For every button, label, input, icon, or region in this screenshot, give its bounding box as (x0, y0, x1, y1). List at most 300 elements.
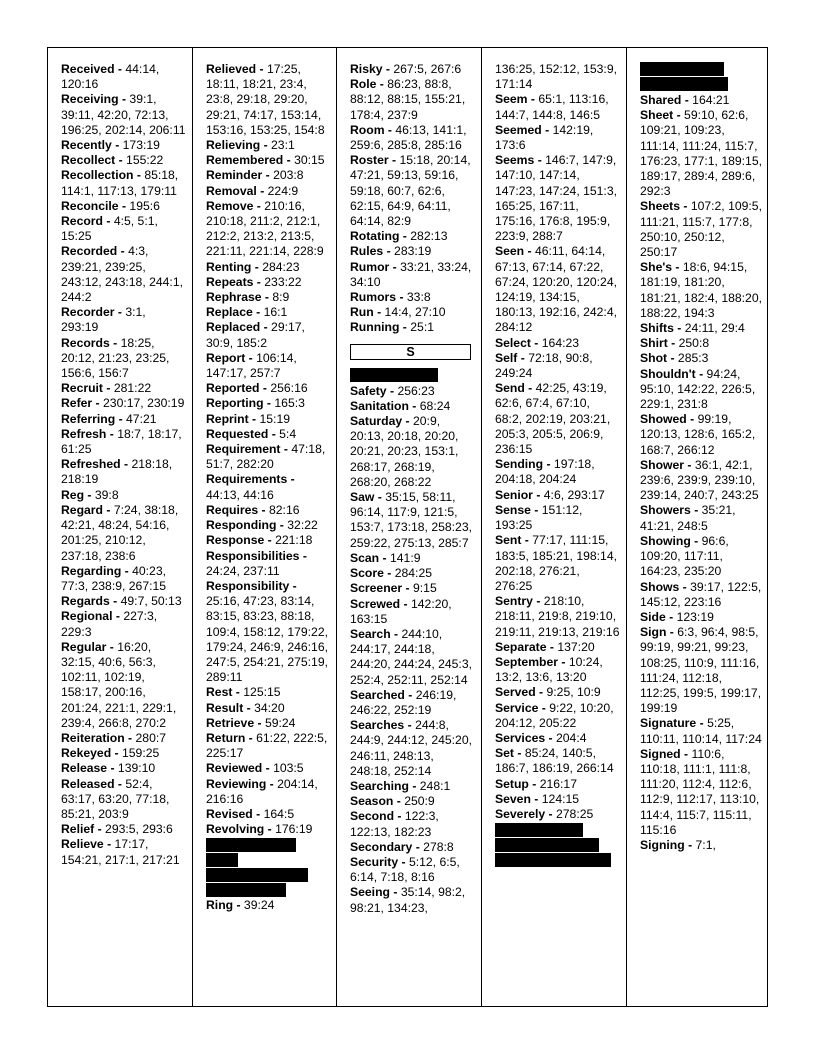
index-column-1 (48, 48, 193, 1006)
index-separator: - (666, 625, 678, 640)
index-term: Setup (495, 776, 529, 791)
index-term: Record (61, 214, 103, 229)
index-separator: - (103, 502, 114, 517)
index-page-refs: 124:15 (541, 791, 580, 806)
index-page-refs: 99:19, 120:13, 128:6, 165:2, 168:7, 266:12 (640, 412, 756, 457)
index-entry (350, 399, 475, 414)
index-term: Refreshed (61, 457, 121, 472)
index-page-refs: 278:25 (556, 806, 594, 821)
index-page-refs: 284:25 (394, 566, 432, 581)
index-term: Second (350, 809, 395, 824)
index-separator: - (532, 594, 544, 609)
index-term: Reported (206, 381, 260, 396)
redaction-bar (206, 868, 308, 882)
index-separator: - (253, 198, 265, 213)
index-term: Received (61, 62, 115, 76)
index-entry (61, 412, 186, 427)
index-separator: - (673, 321, 685, 336)
index-term: Set (495, 746, 514, 761)
index-separator: - (121, 563, 133, 578)
index-page-refs: 106:14, 147:17, 257:7 (206, 350, 297, 381)
index-entry (350, 490, 475, 551)
index-separator: - (393, 794, 405, 809)
index-separator: - (263, 396, 275, 411)
index-page-refs: 216:17 (539, 776, 577, 791)
index-separator: - (276, 518, 288, 533)
index-term: Recollection (61, 168, 134, 183)
index-separator: - (233, 898, 244, 913)
index-separator: - (256, 62, 267, 76)
index-separator: - (389, 259, 401, 274)
index-page-refs: 125:15 (243, 685, 281, 700)
index-page-refs: 59:10, 62:6, 109:21, 109:23, 111:14, 111:24, 115:7, 176:23, 177:1, 189:15, 189:17, 289:4, 289:6, 292:3 (640, 108, 762, 199)
index-term: Responsibility (206, 578, 290, 593)
index-entry (61, 822, 186, 837)
index-entry (350, 260, 475, 290)
index-term: Requirements (206, 472, 288, 487)
index-entry (206, 153, 330, 168)
index-page-refs: 164:23 (541, 335, 580, 350)
index-term: Rules (350, 244, 384, 259)
section-letter-header: S (350, 344, 471, 360)
index-term: Signing (640, 837, 685, 852)
index-separator: - (408, 398, 420, 413)
index-separator: - (299, 548, 307, 563)
index-page-refs: 46:13, 141:1, 259:6, 285:8, 285:16 (350, 122, 467, 153)
index-entry (61, 609, 186, 639)
index-term: Showed (640, 412, 687, 427)
index-term: Reconcile (61, 198, 119, 213)
index-page-refs: 35:15, 58:11, 96:14, 117:9, 121:5, 153:7, 173:18, 258:23, 259:22, 275:13, 285:7 (350, 490, 472, 550)
index-term: Sheets (640, 199, 680, 214)
index-term: Reprint (206, 411, 249, 426)
index-page-refs: 18:7, 18:17, 61:25 (61, 426, 182, 457)
index-page-refs: 164:5 (263, 806, 295, 821)
index-page-refs: 17:25, 18:11, 18:21, 23:4, 23:8, 29:18, 29:20, 29:21, 74:17, 153:14, 153:16, 153:25, 154:8 (206, 62, 325, 137)
index-term: Relieve (61, 837, 104, 852)
index-entry (206, 579, 330, 685)
index-page-refs: 230:17, 230:19 (103, 396, 185, 411)
index-page-refs: 30:15 (294, 153, 325, 168)
index-entry (350, 885, 475, 915)
redaction-bar (640, 77, 728, 91)
index-entry (640, 108, 762, 199)
index-page-refs: 44:14, 120:16 (61, 62, 160, 92)
index-page (47, 47, 768, 1007)
redaction-bar (206, 853, 238, 867)
index-entry (495, 381, 620, 457)
index-page-refs: 68:24 (419, 398, 451, 413)
index-page-refs: 141:9 (389, 550, 421, 565)
index-entry (350, 840, 475, 855)
index-term: Sent (495, 533, 522, 548)
index-entry (206, 290, 330, 305)
index-entry (495, 351, 620, 381)
index-page-refs: 164:21 (692, 93, 730, 107)
index-entry (61, 837, 186, 867)
index-term: Return (206, 730, 246, 745)
index-entry (640, 351, 762, 366)
index-entry (206, 412, 330, 427)
index-entry (640, 625, 762, 716)
index-term: Seem (495, 92, 528, 107)
index-entry (206, 898, 330, 913)
index-term: Sanitation (350, 398, 409, 413)
index-entry (61, 214, 186, 244)
index-entry (206, 807, 330, 822)
index-page-refs: 29:17, 30:9, 185:2 (206, 320, 305, 350)
index-page-refs: 15:18, 20:14, 47:21, 59:13, 59:16, 59:18, 60:7, 62:6, 62:15, 64:9, 64:11, 64:14, 82:9 (350, 153, 471, 229)
index-term: Sense (495, 502, 531, 517)
index-entry (61, 138, 186, 153)
index-separator: - (383, 566, 395, 581)
index-entry (495, 123, 620, 153)
index-term: Release (61, 761, 108, 776)
index-term: Seen (495, 244, 525, 259)
index-term: Rotating (350, 229, 400, 244)
index-separator: - (402, 581, 414, 596)
index-page-refs: 5:12, 6:5, 6:14, 7:18, 8:16 (350, 854, 460, 885)
index-entry (206, 305, 330, 320)
index-page-refs: 86:23, 88:8, 88:12, 88:15, 155:21, 178:4, 237:9 (350, 77, 466, 122)
index-term: Search (350, 626, 391, 641)
index-separator: - (258, 502, 269, 517)
index-entry (350, 597, 475, 627)
index-entry (350, 153, 475, 229)
index-page-refs: 244:8, 244:9, 244:12, 245:20, 246:11, 248:13, 248:18, 252:14 (350, 718, 472, 778)
index-term: Revolving (206, 822, 265, 837)
index-term: Sending (495, 457, 544, 472)
index-separator: - (248, 411, 260, 426)
index-term: Relief (61, 822, 95, 837)
index-page-refs: 159:25 (121, 746, 160, 761)
index-page-refs: 3:1, 293:19 (61, 305, 146, 335)
index-separator: - (696, 716, 708, 731)
index-page-refs: 8:9 (272, 290, 290, 305)
index-entry (640, 367, 762, 413)
index-entry (206, 62, 330, 138)
index-separator: - (112, 609, 124, 624)
index-entry (495, 244, 620, 335)
index-separator: - (262, 168, 274, 183)
index-separator: - (541, 122, 553, 137)
index-page-refs: 39:1, 39:11, 42:20, 72:13, 196:25, 202:14, 206:11 (61, 92, 186, 137)
index-separator: - (252, 305, 264, 320)
index-entry (206, 396, 330, 411)
index-entry (61, 199, 186, 214)
index-entry (350, 229, 475, 244)
index-page-refs: 65:1, 113:16, 144:7, 144:8, 146:5 (495, 92, 609, 122)
index-separator: - (527, 92, 539, 107)
index-page-refs: 25:1 (410, 320, 434, 335)
index-term: Recruit (61, 381, 103, 396)
index-separator: - (124, 730, 136, 745)
index-column-5 (627, 48, 768, 1006)
index-page-refs: 25:16, 47:23, 83:14, 83:15, 83:23, 88:18, 109:4, 158:12, 179:22, 179:24, 246:9, 246:16, 247:5, 254:21, 275:19, 289:11 (206, 594, 328, 685)
index-page-refs: 7:24, 38:18, 42:21, 48:24, 54:16, 201:25, 210:12, 237:18, 238:6 (61, 502, 179, 563)
index-page-refs: 16:1 (263, 305, 288, 320)
index-separator: - (528, 776, 540, 791)
index-separator: - (115, 411, 127, 426)
index-separator: - (390, 626, 402, 641)
index-separator: - (287, 472, 295, 487)
index-entry (206, 260, 330, 275)
index-term: Regards (61, 594, 110, 609)
index-separator: - (259, 381, 271, 396)
index-entry (350, 244, 475, 259)
index-separator: - (412, 839, 424, 854)
index-page-refs: 284:23 (262, 259, 300, 274)
index-term: Regard (61, 502, 103, 517)
index-term: Requires (206, 502, 259, 517)
index-entry (495, 655, 620, 685)
index-separator: - (114, 776, 126, 791)
index-separator: - (534, 153, 546, 168)
index-page-refs: 85:18, 114:1, 117:13, 179:11 (61, 168, 179, 198)
index-separator: - (264, 533, 276, 548)
index-entry (640, 503, 762, 533)
index-separator: - (283, 153, 295, 168)
index-page-refs: 227:3, 229:3 (61, 609, 158, 639)
index-page-refs: 4:6, 293:17 (543, 487, 605, 502)
index-entry (61, 336, 186, 382)
index-separator: - (256, 183, 268, 198)
index-separator: - (103, 381, 114, 396)
index-separator: - (261, 290, 273, 305)
index-separator: - (106, 639, 118, 654)
index-page-refs: 142:19, 173:6 (495, 122, 594, 153)
index-separator: - (389, 885, 401, 900)
index-term: Seems (495, 153, 535, 168)
index-entry (61, 594, 186, 609)
index-page-refs: 203:8 (273, 168, 304, 183)
index-page-refs: 18:25, 20:12, 21:23, 23:25, 156:6, 156:7 (61, 335, 170, 381)
index-term: Roster (350, 153, 389, 168)
index-separator: - (374, 490, 386, 505)
index-page-refs: 39:8 (94, 487, 119, 502)
index-term: Showers (640, 503, 691, 518)
index-term: Recorder (61, 305, 115, 320)
index-entry (495, 457, 620, 487)
index-separator: - (120, 457, 132, 472)
index-term: Safety (350, 383, 387, 398)
index-entry (495, 792, 620, 807)
index-page-refs: 49:7, 50:13 (120, 594, 182, 609)
index-page-refs: 72:18, 90:8, 249:24 (495, 350, 593, 381)
index-page-refs: 52:4, 63:17, 63:20, 77:18, 85:21, 203:9 (61, 776, 170, 821)
index-term: Referring (61, 411, 116, 426)
index-page-refs: 35:14, 98:2, 98:21, 134:23, (350, 885, 466, 915)
index-entry (61, 305, 186, 335)
index-separator: - (264, 822, 276, 837)
index-term: Services (495, 730, 546, 745)
index-page-refs: 47:18, 51:7, 282:20 (206, 442, 326, 472)
redaction-bar (495, 853, 611, 867)
index-entry (206, 503, 330, 518)
index-term: Reporting (206, 396, 264, 411)
index-separator: - (667, 351, 678, 366)
index-page-refs: 9:25, 10:9 (546, 685, 601, 700)
index-separator: - (394, 809, 405, 824)
index-separator: - (690, 533, 702, 548)
index-term: September (495, 654, 558, 669)
index-entry (350, 779, 475, 794)
index-term: Scan (350, 550, 380, 565)
index-page-refs: 96:6, 109:20, 117:11, 164:23, 235:20 (640, 533, 729, 579)
index-term: Send (495, 381, 525, 396)
index-page-refs: 195:6 (129, 198, 160, 213)
index-entry (350, 627, 475, 688)
redaction-bar (206, 838, 296, 852)
index-term: Service (495, 700, 539, 715)
index-term: Separate (495, 639, 547, 654)
index-term: Regarding (61, 563, 122, 578)
index-term: Screwed (350, 596, 401, 611)
index-separator: - (408, 778, 420, 793)
index-term: Role (350, 77, 377, 92)
index-term: Refresh (61, 426, 107, 441)
index-page-refs: 256:23 (397, 383, 435, 398)
index-separator: - (133, 168, 145, 183)
index-page-refs: 283:19 (394, 244, 432, 259)
index-page-refs: 44:13, 44:16 (206, 487, 274, 502)
index-term: Shirt (640, 336, 668, 351)
index-separator: - (243, 700, 255, 715)
index-separator: - (673, 108, 685, 123)
index-separator: - (396, 290, 407, 305)
index-term: Ring (206, 898, 234, 913)
index-entry (61, 488, 186, 503)
index-entry (206, 533, 330, 548)
index-page-refs: 204:4 (556, 730, 587, 745)
index-entry (61, 640, 186, 731)
index-separator: - (94, 822, 106, 837)
index-entry (640, 610, 762, 625)
index-term: Saw (350, 490, 375, 505)
index-entry (495, 807, 620, 822)
index-separator: - (399, 320, 411, 335)
index-page-refs: 24:24, 237:11 (206, 563, 280, 578)
index-entry (495, 533, 620, 594)
index-separator: - (109, 594, 121, 609)
index-term: Showing (640, 533, 691, 548)
index-separator: - (373, 305, 385, 320)
index-page-refs: 280:7 (135, 730, 167, 745)
index-term: Relieved (206, 62, 257, 76)
index-page-refs: 61:22, 222:5, 225:17 (206, 730, 328, 761)
index-entry (350, 320, 475, 335)
index-entry (350, 123, 475, 153)
index-entry (640, 321, 762, 336)
index-separator: - (545, 806, 556, 821)
index-entry (206, 701, 330, 716)
index-separator: - (382, 62, 394, 76)
index-separator: - (253, 274, 265, 289)
index-separator: - (252, 806, 264, 821)
index-page-refs: 278:8 (423, 839, 454, 854)
index-separator: - (402, 414, 413, 429)
index-term: Shifts (640, 321, 674, 336)
index-term: Regional (61, 609, 113, 624)
index-term: Responding (206, 518, 277, 533)
index-separator: - (84, 487, 95, 502)
index-entry (350, 566, 475, 581)
redaction-bar (495, 823, 583, 837)
index-page-refs: 122:3, 122:13, 182:23 (350, 809, 439, 839)
index-page-refs: 210:16, 210:18, 211:2, 212:1, 212:2, 213:2, 213:5, 221:11, 221:14, 228:9 (206, 198, 324, 259)
index-entry (61, 427, 186, 457)
index-separator: - (109, 335, 121, 350)
index-separator: - (546, 639, 558, 654)
index-page-refs: 77:17, 111:15, 183:5, 185:21, 198:14, 202:18, 276:21, 276:25 (495, 533, 617, 593)
index-page-refs: 16:20, 32:15, 40:6, 56:3, 102:11, 102:19, 158:17, 200:16, 201:24, 221:1, 229:1, 239:4, 266:8, 270:2 (61, 639, 177, 730)
index-term: Screener (350, 581, 403, 596)
index-term: Signed (640, 746, 681, 761)
index-term: Reiteration (61, 730, 125, 745)
index-page-refs: 14:4, 27:10 (384, 305, 446, 320)
index-entry (495, 701, 620, 731)
index-separator: - (543, 457, 554, 472)
index-entry (350, 305, 475, 320)
index-entry (206, 761, 330, 776)
index-entry (350, 718, 475, 779)
index-entry (206, 320, 330, 350)
index-separator: - (524, 244, 535, 259)
index-entry (640, 412, 762, 458)
index-term: Searches (350, 718, 405, 733)
index-term: Seven (495, 791, 531, 806)
index-page-refs: 244:10, 244:17, 244:18, 244:20, 244:24, 245:3, 252:4, 252:11, 252:14 (350, 626, 472, 687)
index-term: Requirement (206, 442, 281, 457)
index-entry (61, 731, 186, 746)
index-separator: - (386, 383, 398, 398)
index-entry (206, 442, 330, 472)
index-page-refs: 24:11, 29:4 (684, 321, 745, 336)
index-term: She's (640, 260, 673, 275)
index-page-refs: 256:16 (270, 381, 308, 396)
index-term: Running (350, 320, 400, 335)
index-page-refs: 85:24, 140:5, 186:7, 186:19, 266:14 (495, 746, 614, 776)
index-page-refs: 9:22, 10:20, 204:12, 205:22 (495, 700, 614, 730)
index-term: Served (495, 685, 536, 700)
index-entry (495, 503, 620, 533)
index-term: Reviewing (206, 776, 267, 791)
index-entry (640, 747, 762, 838)
index-entry (206, 822, 330, 837)
index-separator: - (245, 730, 257, 745)
index-entry (640, 260, 762, 321)
index-separator: - (289, 578, 297, 593)
index-term: Self (495, 350, 518, 365)
index-entry (61, 92, 186, 138)
index-term: Shouldn't (640, 366, 696, 381)
index-separator: - (695, 366, 707, 381)
index-separator: - (383, 244, 395, 259)
index-entry (206, 427, 330, 442)
index-entry (206, 518, 330, 533)
index-term: Repeats (206, 274, 254, 289)
index-term: Receiving (61, 92, 119, 107)
index-page-refs: 197:18, 204:18, 204:24 (495, 457, 595, 487)
index-page-refs: 142:20, 163:15 (350, 596, 452, 626)
index-term: Response (206, 533, 265, 548)
index-page-refs: 293:5, 293:6 (105, 822, 173, 837)
index-term: Season (350, 794, 394, 809)
index-entry (61, 746, 186, 761)
index-entry (61, 503, 186, 564)
index-term: Replaced (206, 320, 261, 335)
index-separator: - (530, 502, 542, 517)
